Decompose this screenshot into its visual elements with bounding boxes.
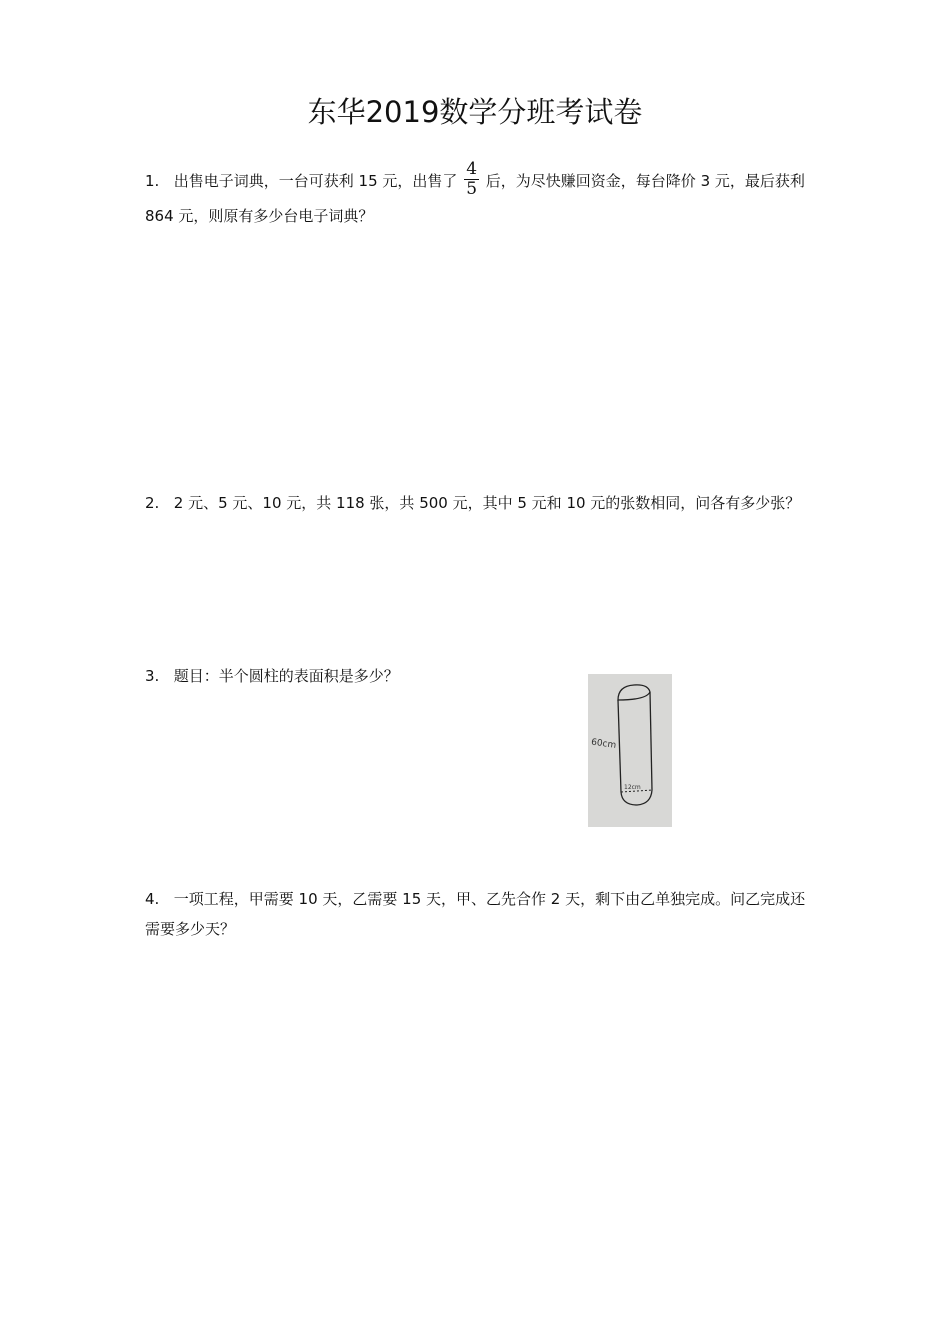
question-number: 3. xyxy=(145,667,160,685)
page-title: 东华2019数学分班考试卷 xyxy=(307,95,643,129)
question-4 xyxy=(145,884,810,944)
diameter-label: 12cm xyxy=(624,784,641,791)
left-edge xyxy=(618,700,621,792)
question-3 xyxy=(145,661,810,691)
height-label: 60cm xyxy=(590,737,617,751)
question-text: 2 元、5 元、10 元，共 118 张，共 500 元，其中 5 元和 10 元的张数相同，问各有多少张？ xyxy=(173,494,801,512)
question-number: 4. xyxy=(145,890,160,908)
question-text-before: 出售电子词典，一台可获利 15 元，出售了 xyxy=(173,172,458,190)
fraction-numerator: 4 xyxy=(466,159,478,179)
question-text: 题目：半个圆柱的表面积是多少？ xyxy=(173,667,399,685)
question-text: 一项工程，甲需要 10 天，乙需要 15 天，甲、乙先合作 2 天，剩下由乙单独完成。问乙完成还需要多少天？ xyxy=(145,890,806,938)
top-face-outline xyxy=(618,685,650,700)
fraction-denominator: 5 xyxy=(466,179,478,199)
bottom-curve xyxy=(621,790,652,805)
right-edge xyxy=(650,692,652,790)
half-cylinder-drawing xyxy=(588,674,672,827)
question-text-after: 后，为尽快赚回资金，每台降价 3 元，最后获利 864 元，则原有多少台电子词典？ xyxy=(145,172,805,225)
question-1 xyxy=(145,159,810,231)
question-number: 1. xyxy=(145,172,160,190)
question-2 xyxy=(145,488,810,518)
fraction xyxy=(464,160,479,199)
question-number: 2. xyxy=(145,494,160,512)
half-cylinder-sketch xyxy=(588,674,672,827)
